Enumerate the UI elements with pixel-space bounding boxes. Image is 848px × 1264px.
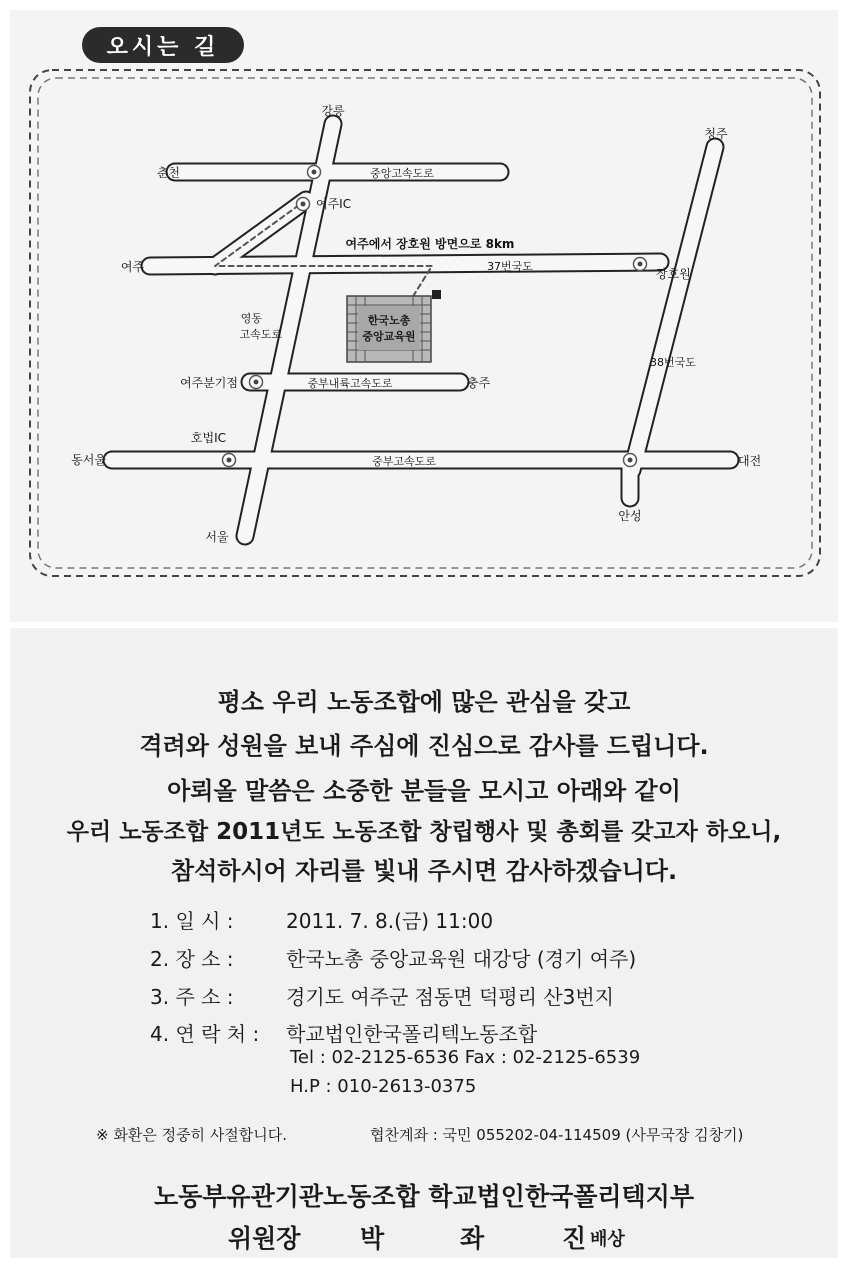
signatory-name-2: 좌 [460,1224,485,1253]
greeting-line-1: 평소 우리 노동조합에 많은 관심을 갖고 [217,688,631,716]
flowers-note: ※ 화환은 정중히 사절합니다. [96,1126,288,1144]
label-anseong: 안성 [618,509,642,523]
account-note: 협찬계좌 : 국민 055202-04-114509 (사무국장 김창기) [370,1126,744,1144]
label-jungang-expressway: 중앙고속도로 [370,167,434,180]
label-hobeop-ic: 호법IC [190,431,226,445]
greeting-line-4: 우리 노동조합 2011년도 노동조합 창립행사 및 총회를 갖고자 하오니, [66,819,782,845]
label-seoul: 서울 [205,530,229,544]
label-gangneung: 강릉 [321,104,345,118]
date-value: 2011. 7. 8.(금) 11:00 [286,909,494,933]
label-direction-note: 여주에서 장호원 방면으로 8km [345,237,515,251]
greeting-line-5: 참석하시어 자리를 빛내 주시면 감사하겠습니다. [170,857,678,885]
label-janghowon: 장호원 [656,267,691,281]
contact-value: 학교법인한국폴리텍노동조합 [286,1022,538,1046]
label-jungbu-naeryuk: 중부내륙고속도로 [307,377,393,390]
greeting-line-2: 격려와 성원을 보내 주심에 진심으로 감사를 드립니다. [139,732,709,760]
signatory-name-3: 진 [562,1224,587,1253]
label-destination-2: 중앙교육원 [362,330,416,343]
closing-word: 배상 [590,1229,625,1250]
label-chungju: 충주 [467,376,491,390]
label-route38: 38번국도 [650,356,696,369]
contact-label: 4. 연 락 처 : [150,1022,260,1046]
marker-chuncheon [308,166,321,179]
marker-yeoju-junction [250,376,263,389]
marker-yeoju-ic [297,198,310,211]
label-cheongju: 청주 [704,127,728,141]
label-yeongdong-1: 영동 [240,312,262,325]
label-yeoju-ic: 여주IC [316,197,352,211]
label-yeoju-junction: 여주분기점 [180,376,238,390]
tel-fax: Tel : 02-2125-6536 Fax : 02-2125-6539 [290,1047,641,1068]
label-route37: 37번국도 [487,260,533,273]
marker-anseong [624,454,637,467]
date-label: 1. 일 시 : [150,909,234,933]
marker-hobeop-ic [223,454,236,467]
label-yeongdong-2: 고속도로 [239,328,282,341]
label-yeoju: 여주 [120,260,144,274]
label-daejeon: 대전 [738,454,762,468]
address-label: 3. 주 소 : [150,985,234,1009]
label-jungbu-expressway: 중부고속도로 [372,455,436,468]
map-title-tab: 오시는 길 [82,27,244,63]
organization-name: 노동부유관기관노동조합 학교법인한국폴리텍지부 [153,1182,694,1211]
signatory-name-1: 박 [360,1224,385,1253]
mobile-phone: H.P : 010-2613-0375 [290,1076,477,1097]
label-chuncheon: 춘천 [156,166,180,180]
place-value: 한국노총 중앙교육원 대강당 (경기 여주) [286,947,637,971]
label-dongseoul: 동서울 [71,453,106,467]
greeting-line-3: 아뢰올 말씀은 소중한 분들을 모시고 아래와 같이 [167,777,681,805]
signatory-title: 위원장 [228,1224,301,1253]
label-destination-1: 한국노총 [367,314,411,327]
marker-janghowon [634,258,647,271]
address-value: 경기도 여주군 점동면 덕평리 산3번지 [286,985,614,1009]
place-label: 2. 장 소 : [150,947,234,971]
